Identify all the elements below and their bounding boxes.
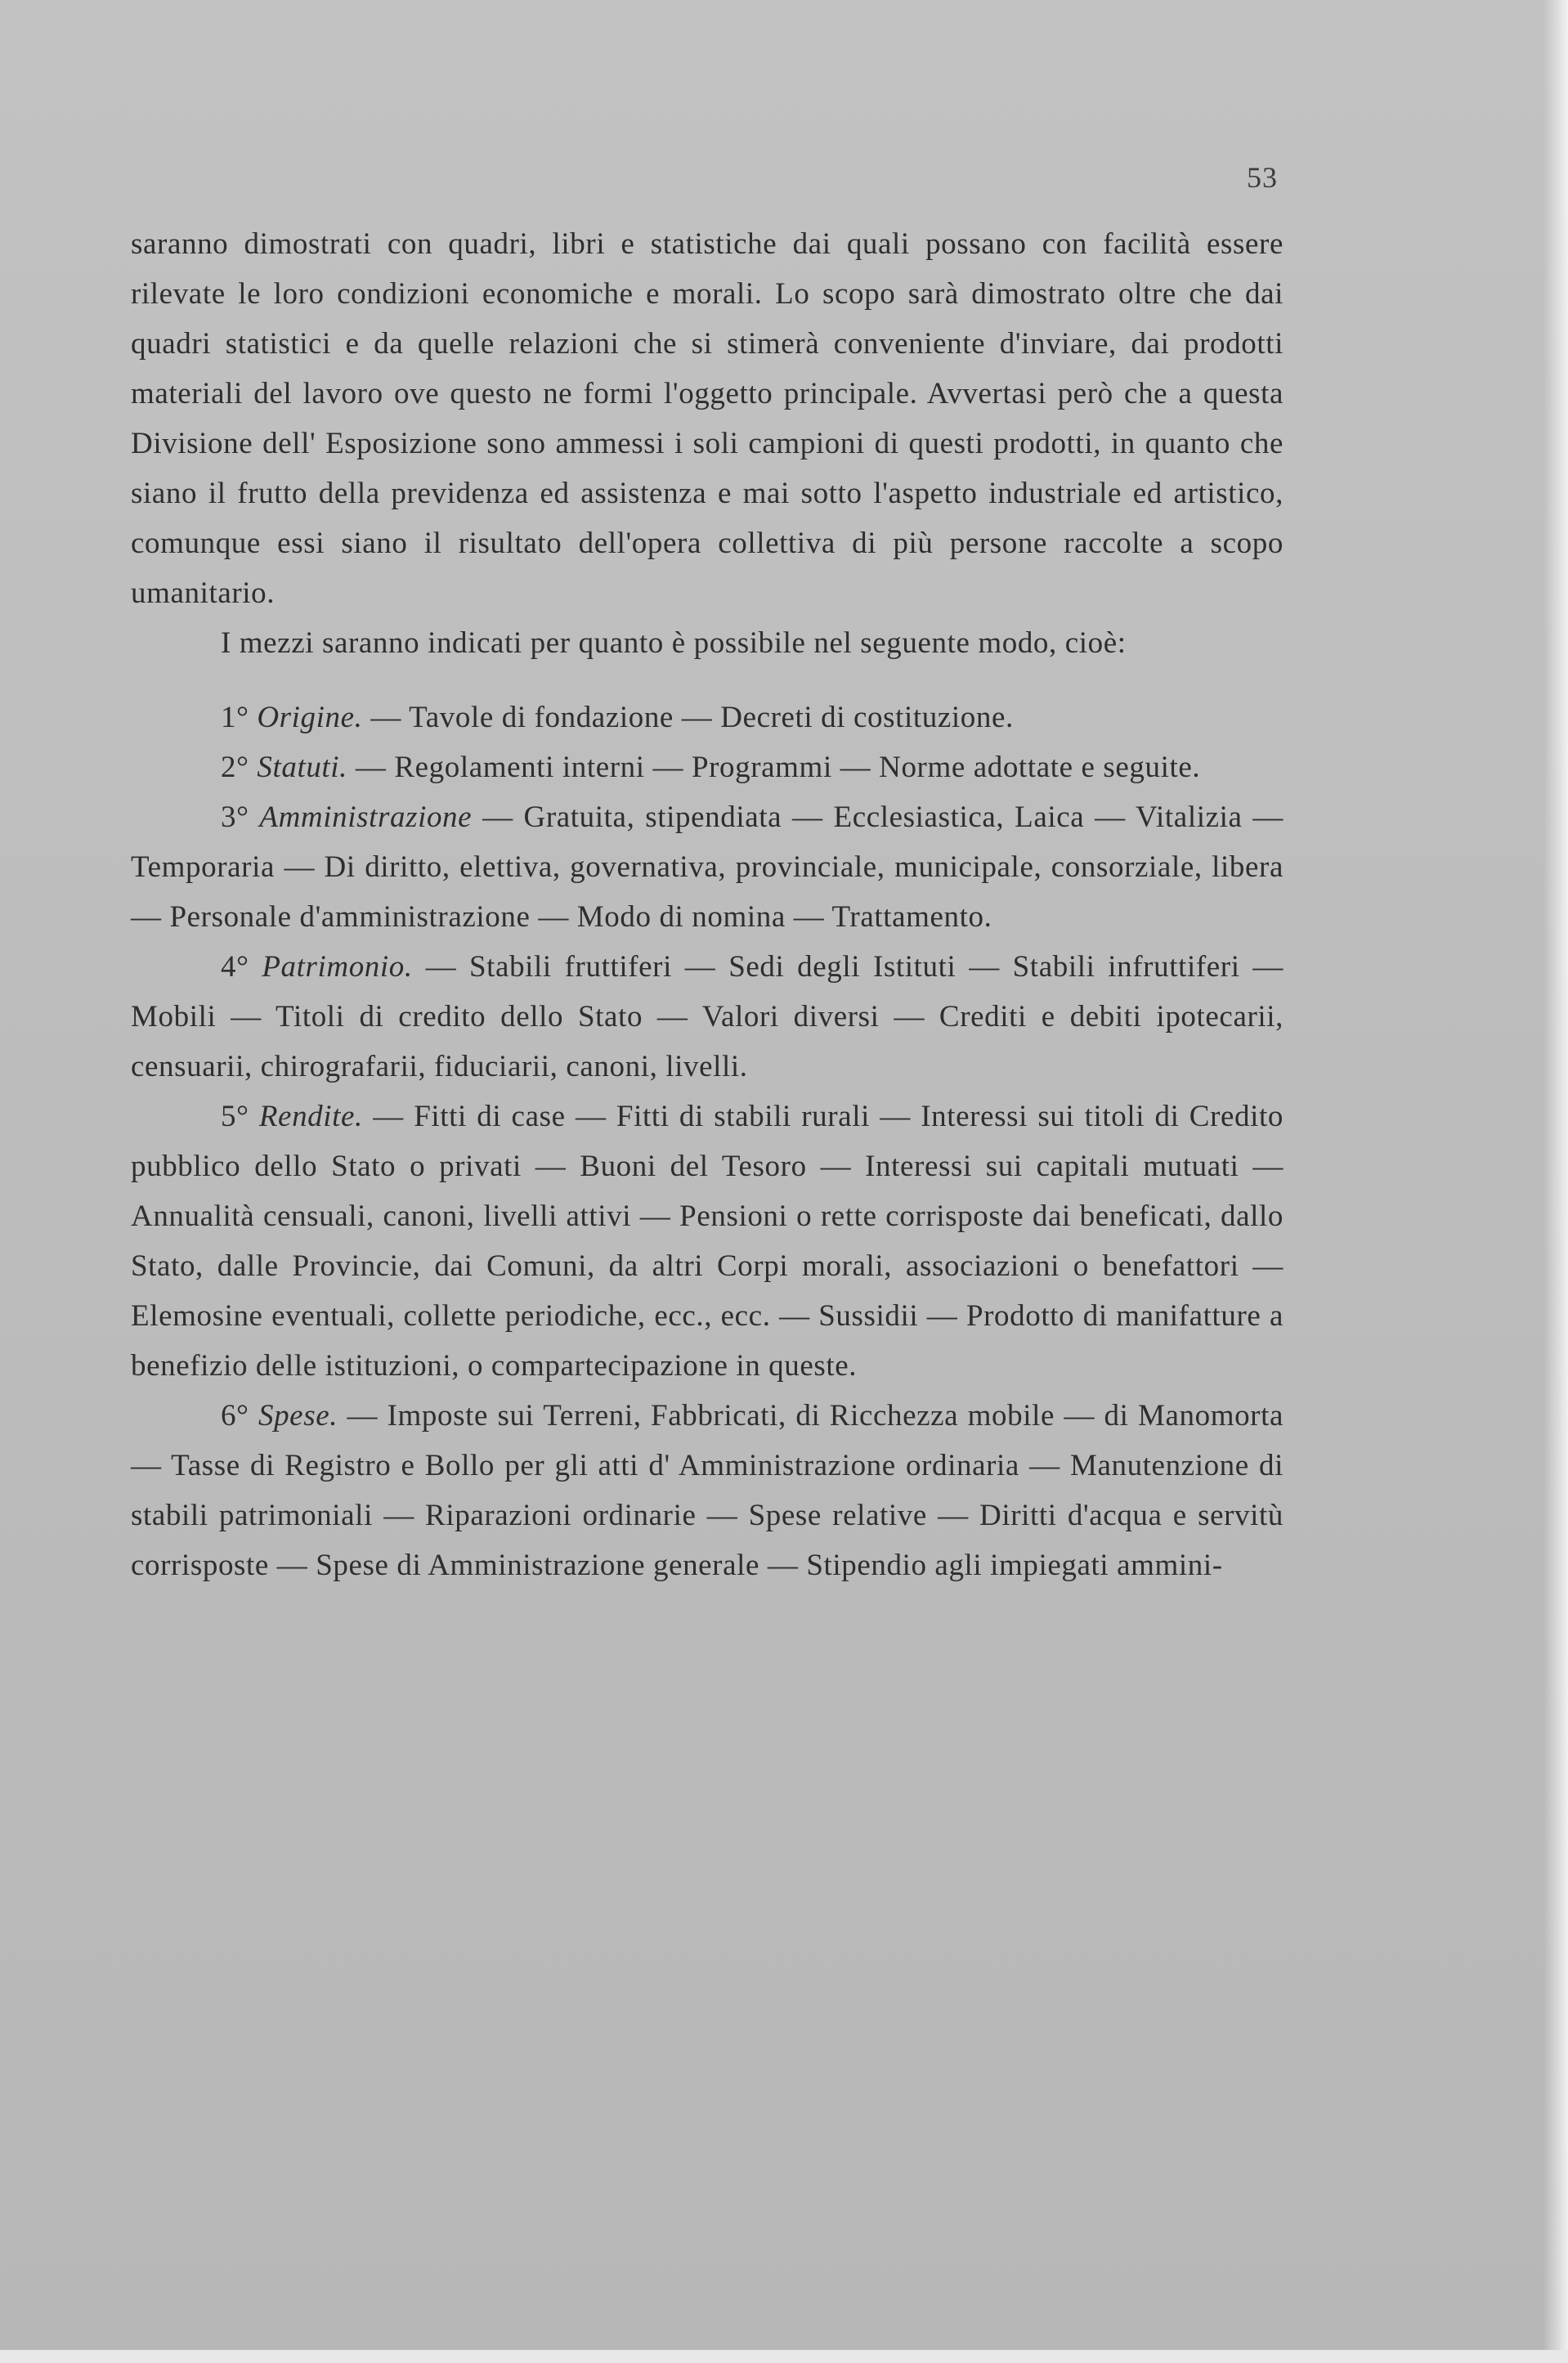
intro-paragraph-means: I mezzi saranno indicati per quanto è possibile nel seguente modo, cioè: <box>221 626 1127 660</box>
list-item <box>131 1092 1284 1391</box>
item-label: Rendite. <box>258 1100 363 1133</box>
list-item <box>131 693 1284 742</box>
item-label: Patrimonio. <box>262 950 413 984</box>
item-label: Spese. <box>258 1399 338 1433</box>
page-bottom-edge <box>0 2350 1568 2363</box>
list-item <box>131 942 1284 1092</box>
page-number: 53 <box>1247 161 1278 194</box>
item-text: — Gratuita, stipendiata — Ecclesiastica, Laica — Vitalizia — Temporaria — Di diritto, elettiva, governativa, provinciale, municipale, consorziale, libera — Personale d'amministrazione — Modo di nomina — Trattamento. <box>131 800 1284 934</box>
page-body <box>131 219 1284 1590</box>
item-number: 3° <box>221 800 249 834</box>
item-text: — Tavole di fondazione — Decreti di costituzione. <box>370 701 1014 734</box>
item-number: 2° <box>221 751 249 784</box>
item-text: — Fitti di case — Fitti di stabili rurali — Interessi sui titoli di Credito pubblico dello Stato o privati — Buoni del Tesoro — Interessi sui capitali mutuati — Annualità censuali, canoni, livelli attivi — Pensioni o rette corrisposte dai beneficati, dallo Stato, dalle Provincie, dai Comuni, da altri Corpi morali, associazioni o benefattori — Elemosine eventuali, collette periodiche, ecc., ecc. — Sussidii — Prodotto di manifatture a benefizio delle istituzioni, o compartecipazione in queste. <box>131 1100 1284 1383</box>
item-text: — Imposte sui Terreni, Fabbricati, di Ricchezza mobile — di Manomorta — Tasse di Registro e Bollo per gli atti d' Amministrazione ordinaria — Manutenzione di stabili patrimoniali — Riparazioni ordinarie — Spese relative — Diritti d'acqua e servitù corrisposte — Spese di Amministrazione generale — Stipendio agli impiegati ammini- <box>131 1399 1284 1582</box>
item-label: Origine. <box>257 701 363 734</box>
list-item <box>131 792 1284 942</box>
section-spacer <box>131 668 1284 693</box>
list-item <box>131 742 1284 792</box>
item-number: 6° <box>221 1399 249 1433</box>
item-number: 5° <box>221 1100 249 1133</box>
list-item <box>131 1391 1284 1590</box>
item-number: 4° <box>221 950 249 984</box>
item-number: 1° <box>221 701 249 734</box>
item-text: — Regolamenti interni — Programmi — Norme adottate e seguite. <box>355 751 1201 784</box>
intro-paragraph: saranno dimostrati con quadri, libri e statistiche dai quali possano con facilità essere rilevate le loro condizioni economiche e morali. Lo scopo sarà dimostrato oltre che dai quadri statistici e da quelle relazioni che si stimerà conveniente d'inviare, dai prodotti materiali del lavoro ove questo ne formi l'oggetto principale. Avvertasi però che a questa Divisione dell' Esposizione sono ammessi i soli campioni di questi prodotti, in quanto che siano il frutto della previdenza ed assistenza e mai sotto l'aspetto industriale ed artistico, comunque essi siano il risultato dell'opera collettiva di più persone raccolte a scopo umanitario. <box>131 227 1284 610</box>
item-text: — Stabili fruttiferi — Sedi degli Istituti — Stabili infruttiferi — Mobili — Titoli di credito dello Stato — Valori diversi — Crediti e debiti ipotecarii, censuarii, chirografarii, fiduciarii, canoni, livelli. <box>131 950 1284 1083</box>
item-label: Statuti. <box>257 751 348 784</box>
item-label: Amministrazione <box>259 800 473 834</box>
